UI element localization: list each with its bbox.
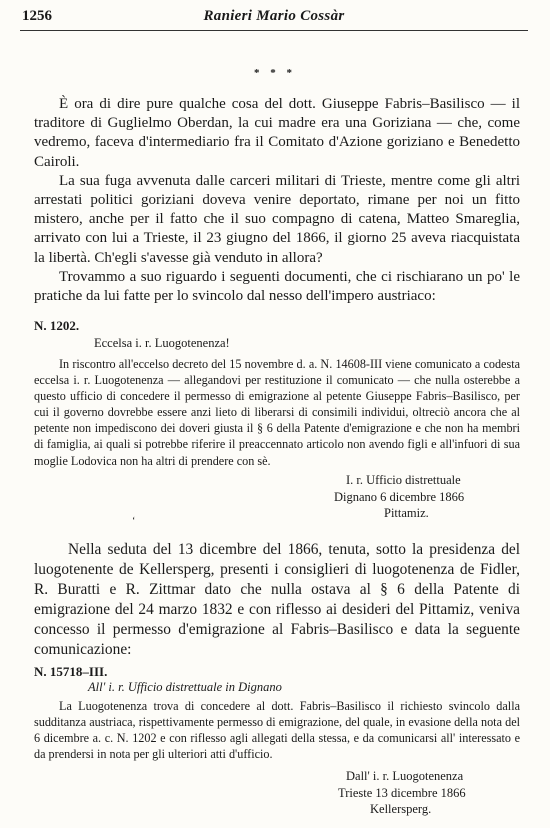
signature-line: Kellersperg.	[370, 802, 432, 816]
document-number: N. 1202.	[34, 318, 80, 333]
signature-line: Trieste 13 dicembre 1866	[338, 785, 466, 800]
paragraph: È ora di dire pure qualche cosa del dott. Giuseppe Fabris–Basilisco — il traditore di Guglielmo Oberdan, la cui madre era una Goriziana — che, come vedremo, faceva d'intermediario fra il Comitato d'Azione goriziano e Benedetto Cairoli.	[34, 96, 520, 170]
document-signature	[334, 472, 464, 522]
document-paragraph: In riscontro all'eccelso decreto del 15 novembre d. a. N. 14608-III viene comunicato a codesta eccelsa i. r. Luogotenenza — allegandovi per restituzione il comunicato — che nulla osterebbe a questo ufficio di concedere il permesso di emigrazione al petente Giuseppe Fabris–Basilisco, per cui il governo dovrebbe essere anzi lieto di liberarsi di consimili individui, oltreciò ancora che al petente non impediscono dei doveri giusta il § 6 della Patente d'emigrazione e che non ha membri di famiglia, ai quali si potrebbe riferire il preaccennato articolo non avendo figli e all'infuori di sua moglie Lodovica non ha altri di prendere con sè.	[34, 357, 520, 468]
document-signature	[338, 768, 466, 818]
paragraph: Trovammo a suo riguardo i seguenti documenti, che ci rischiarano un po' le pratiche da lui fatte per lo svincolo dal nesso dell'impero austriaco:	[34, 268, 520, 305]
stray-mark: ‘	[132, 516, 136, 527]
signature-line: Dall' i. r. Luogotenenza	[346, 769, 464, 783]
signature-line: Pittamiz.	[384, 506, 429, 520]
page-header	[22, 4, 526, 28]
paragraph: La sua fuga avvenuta dalle carceri militari di Trieste, mentre come gli altri arrestati politici goriziani doveva venire deportato, rimane per noi un fitto mistero, anche per il fatto che il suo compagno di catena, Matteo Smareglia, arrivato con lui a Trieste, il 23 giugno del 1866, il giorno 25 aveva riacquistata la libertà. Ch'egli s'avesse già venduto in allora?	[34, 172, 520, 266]
running-head: Ranieri Mario Cossàr	[203, 8, 345, 24]
paragraph: Nella seduta del 13 dicembre del 1866, tenuta, sotto la presidenza del luogotenente de Kellersperg, presenti i consiglieri di luogotenenza de Fidler, R. Buratti e R. Zittmar dato che nulla ostava al § 6 della Patente di emigrazione del 24 marzo 1832 e con riflesso ai desideri del Pittamiz, veniva concesso il permesso d'emigrazione al Fabris–Basilisco e data la seguente comunicazione:	[34, 541, 520, 658]
document-addressee: All' i. r. Ufficio distrettuale in Dignano	[88, 680, 282, 694]
section-separator: * * *	[254, 67, 296, 79]
document-paragraph: La Luogotenenza trova di concedere al dott. Fabris–Basilisco il richiesto svincolo dalla sudditanza austriaca, rispettivamente permesso di emigrazione, del quale, in evasione della nota del 6 dicembre a. c. N. 1202 e con riflesso agli allegati della stessa, e da comunicarsi all' interessato e da prendersi in nota per gli ulteriori atti d'ufficio.	[34, 699, 520, 762]
intro-text	[34, 95, 520, 306]
header-rule	[20, 30, 528, 31]
document-text	[34, 356, 520, 469]
document-addressee: Eccelsa i. r. Luogotenenza!	[94, 336, 230, 350]
document-number: N. 15718–III.	[34, 664, 108, 679]
signature-line: Dignano 6 dicembre 1866	[334, 489, 465, 504]
page-number: 1256	[22, 8, 52, 24]
document-text	[34, 698, 520, 762]
signature-line: I. r. Ufficio distrettuale	[346, 473, 461, 487]
session-text	[34, 540, 520, 660]
